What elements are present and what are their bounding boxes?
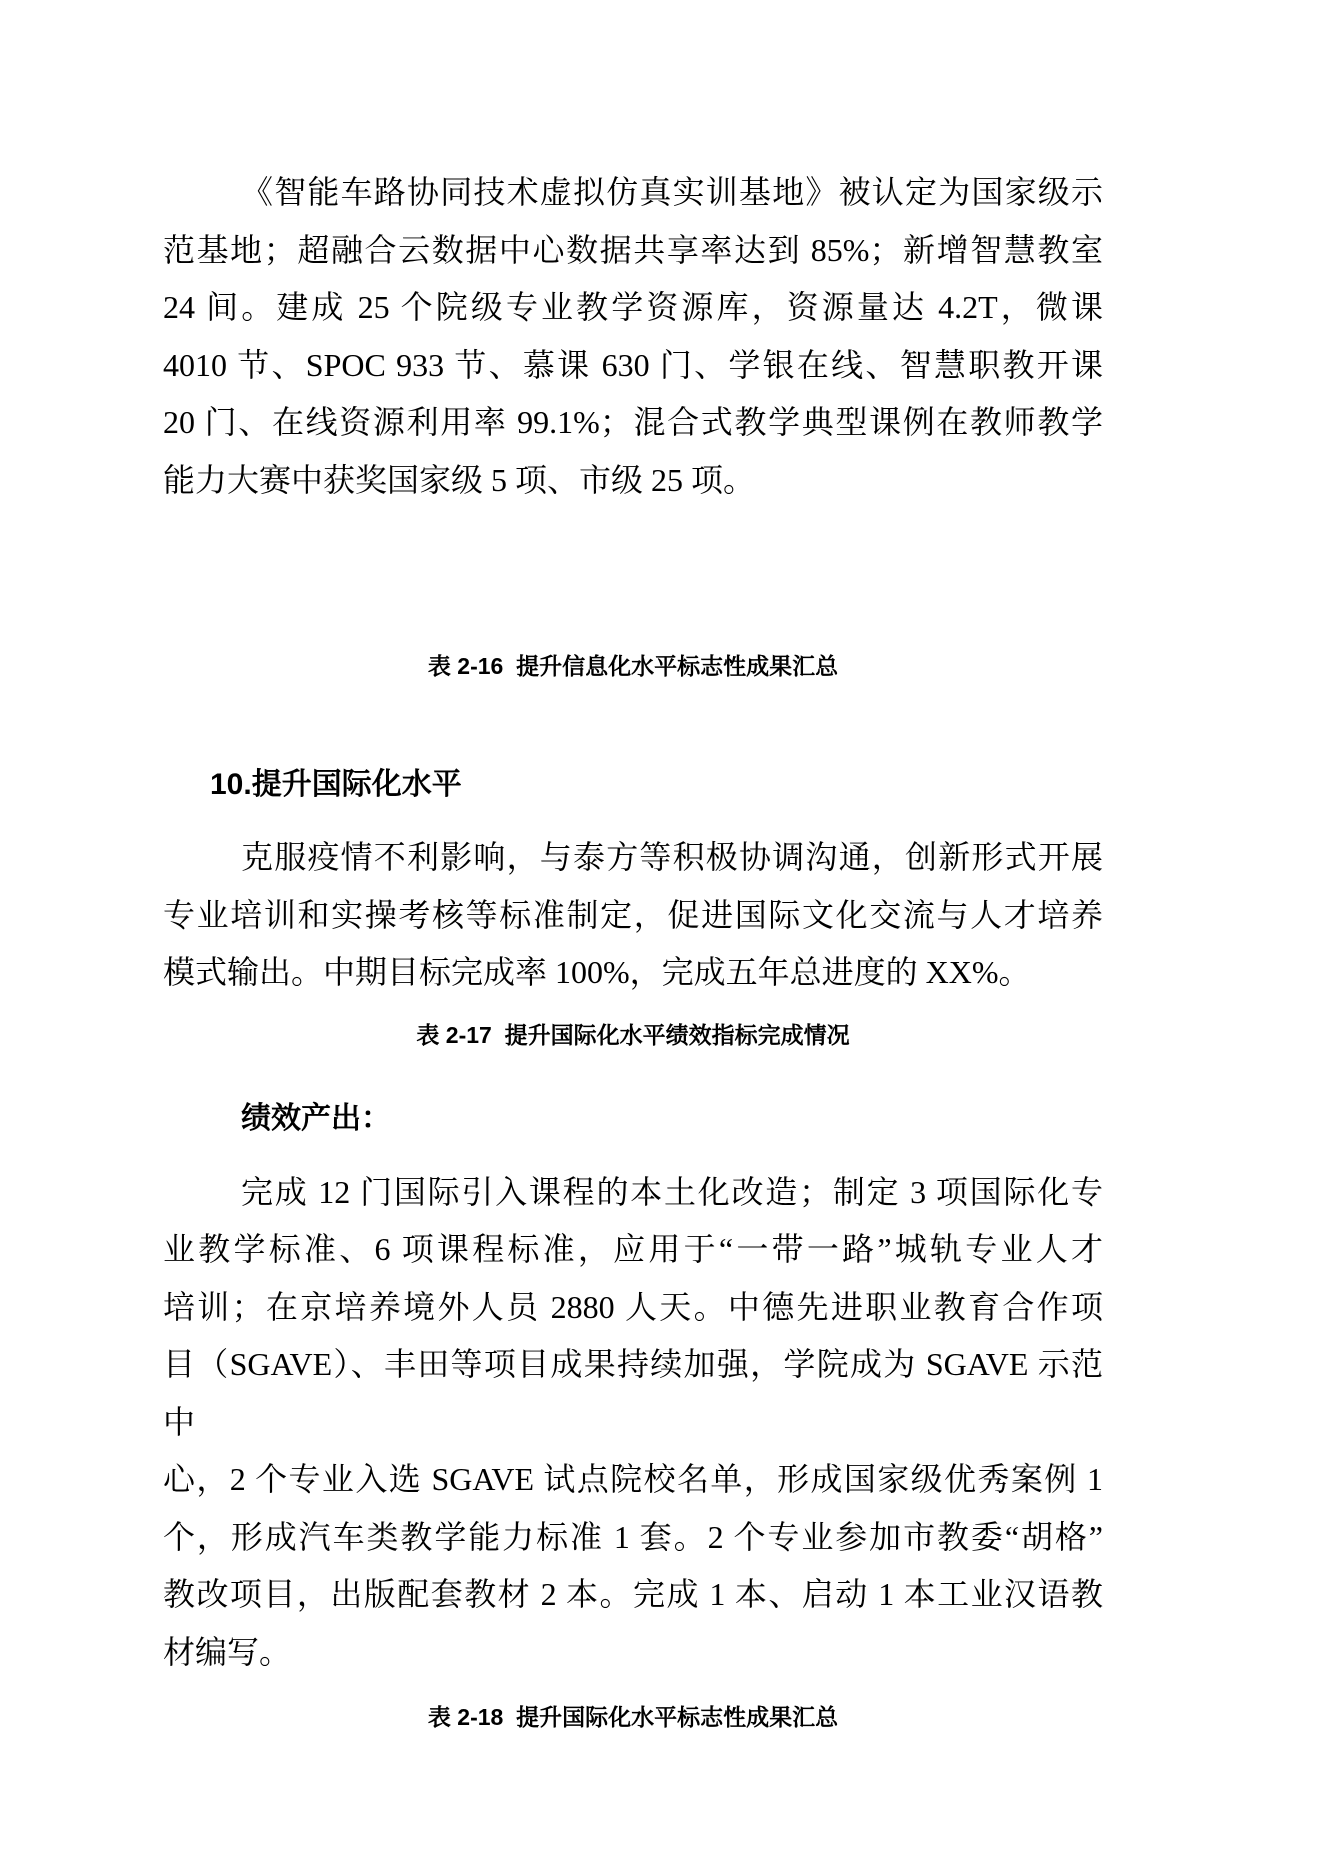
p3-line-7: 教改项目，出版配套教材 2 本。完成 1 本、启动 1 本工业汉语教 (163, 1576, 1103, 1612)
p1-line-6: 能力大赛中获奖国家级 5 项、市级 25 项。 (163, 461, 756, 498)
p3-line-6: 个，形成汽车类教学能力标准 1 套。2 个专业参加市教委“胡格” (163, 1518, 1103, 1555)
paragraph-performance-output-details (163, 1164, 1103, 1682)
section-heading-10: 10.提升国际化水平 (210, 768, 462, 801)
p3-line-1: 完成 12 门国际引入课程的本土化改造；制定 3 项国际化专 (241, 1173, 1103, 1210)
paragraph-internationalization-overview (163, 829, 1103, 1002)
p1-line-3: 24 间。建成 25 个院级专业教学资源库，资源量达 4.2T，微课 (163, 289, 1103, 325)
p3-line-3: 培训；在京培养境外人员 2880 人天。中德先进职业教育合作项 (163, 1288, 1103, 1325)
p1-line-2: 范基地；超融合云数据中心数据共享率达到 85%；新增智慧教室 (163, 231, 1103, 268)
p1-line-4: 4010 节、SPOC 933 节、慕课 630 门、学银在线、智慧职教开课 (163, 346, 1103, 383)
p1-line-1: 《智能车路协同技术虚拟仿真实训基地》被认定为国家级示 (241, 174, 1103, 210)
p2-line-3: 模式输出。中期目标完成率 100%，完成五年总进度的 XX%。 (163, 954, 1031, 990)
p1-line-5: 20 门、在线资源利用率 99.1%；混合式教学典型课例在教师教学 (163, 404, 1103, 440)
table-caption-2-16: 表 2-16 提升信息化水平标志性成果汇总 (427, 653, 839, 679)
p3-line-4: 目（SGAVE）、丰田等项目成果持续加强，学院成为 SGAVE 示范中 (163, 1346, 1103, 1440)
text-column (163, 0, 1103, 1733)
p3-line-5: 心，2 个专业入选 SGAVE 试点院校名单，形成国家级优秀案例 1 (163, 1461, 1103, 1497)
table-caption-2-18: 表 2-18 提升国际化水平标志性成果汇总 (427, 1704, 839, 1730)
subheading-performance-output: 绩效产出： (241, 1101, 391, 1135)
p3-line-2: 业教学标准、6 项课程标准，应用于“一带一路”城轨专业人才 (163, 1231, 1103, 1267)
p2-line-1: 克服疫情不利影响，与泰方等积极协调沟通，创新形式开展 (241, 839, 1103, 875)
paragraph-informatization-results (163, 164, 1103, 509)
p3-line-8: 材编写。 (163, 1633, 292, 1670)
table-caption-2-17: 表 2-17 提升国际化水平绩效指标完成情况 (416, 1021, 850, 1048)
p2-line-2: 专业培训和实操考核等标准制定，促进国际文化交流与人才培养 (163, 896, 1103, 933)
